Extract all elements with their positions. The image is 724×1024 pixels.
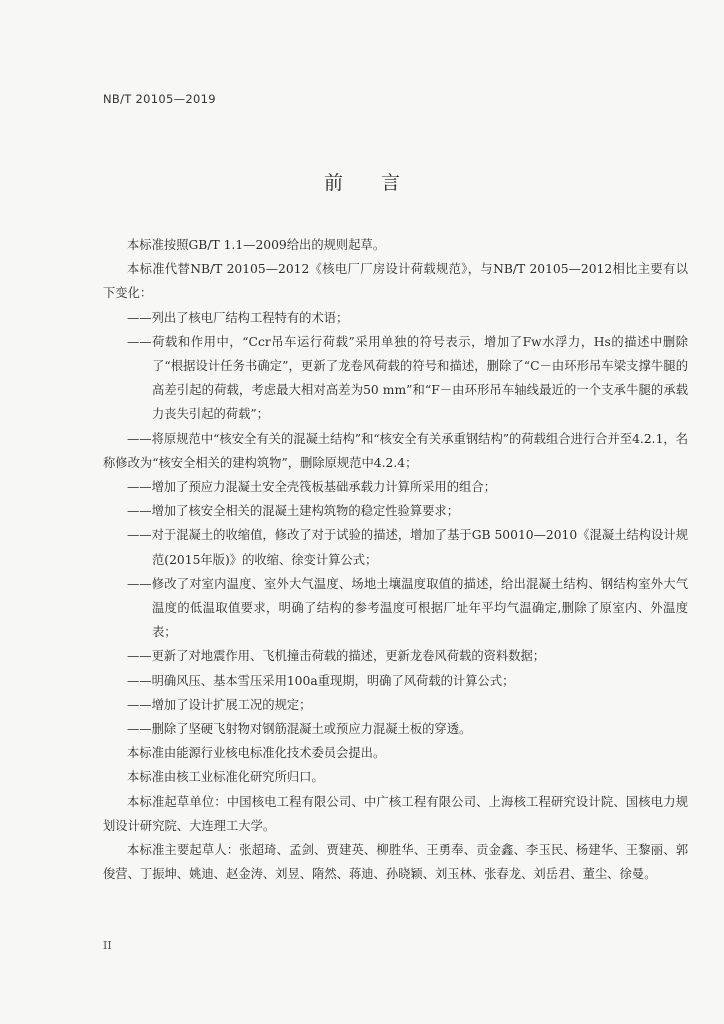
change-item: ——增加了设计扩展工况的规定； [127,697,312,712]
paragraph: 本标准按照GB/T 1.1—2009给出的规则起草。 [127,238,386,252]
change-item: ——更新了对地震作用、飞机撞击荷载的描述，更新龙卷风荷载的资料数据； [127,649,546,664]
foreword-body [103,233,688,886]
paragraph: 本标准代替NB/T 20105—2012《核电厂厂房设计荷载规范》，与NB/T 20105—2012相比主要有以下变化： [103,262,688,301]
standard-code: NB/T 20105—2019 [103,92,216,106]
change-item: ——增加了核安全相关的混凝土建构筑物的稳定性验算要求； [127,504,460,519]
paragraph: 本标准由能源行业核电标准化技术委员会提出。 [127,746,386,761]
paragraph: 本标准由核工业标准化研究所归口。 [127,770,324,785]
change-item: ——明确风压、基本雪压采用100a重现期，明确了风荷载的计算公式； [127,673,515,688]
paragraph: 本标准起草单位：中国核电工程有限公司、中广核工程有限公司、上海核工程研究设计院、国核电力规划设计研究院、大连理工大学。 [103,794,688,833]
page-title: 前言 [323,172,438,194]
paragraph: 本标准主要起草人：张超琦、孟剑、贾建英、柳胜华、王勇奉、贡金鑫、李玉民、杨建华、王黎丽、郭俊营、丁振坤、姚迪、赵金涛、刘昱、隋然、蒋迪、孙晓颖、刘玉林、张春龙、刘岳君、董尘、徐曼。 [103,843,688,882]
change-item: ——列出了核电厂结构工程特有的术语； [127,310,349,325]
change-item: ——荷载和作用中，“Ccr吊车运行荷载”采用单独的符号表示，增加了Fw水浮力，Hs的描述中删除了“根据设计任务书确定”，更新了龙卷风荷载的符号和描述，删除了“C－由环形吊车梁支撑牛腿的高差引起的荷载，考虑最大相对高差为50 mm”和“F－由环形吊车轴线最近的一个支承牛腿的承载力丧失引起的荷载”； [127,334,688,422]
change-item: ——删除了坚硬飞射物对钢筋混凝土或预应力混凝土板的穿透。 [127,722,472,737]
change-item: ——增加了预应力混凝土安全壳筏板基础承载力计算所采用的组合； [127,480,496,495]
change-item: ——修改了对室内温度、室外大气温度、场地土壤温度取值的描述，给出混凝土结构、钢结构室外大气温度的低温取值要求，明确了结构的参考温度可根据厂址年平均气温确定,删除了原室内、外温度表； [127,576,688,640]
change-item: ——将原规范中“核安全有关的混凝土结构”和“核安全有关承重钢结构”的荷载组合进行合并至4.2.1，名称修改为“核安全相关的建构筑物”，删除原规范中4.2.4； [103,431,688,470]
change-item: ——对于混凝土的收缩值，修改了对于试验的描述，增加了基于GB 50010—2010《混凝土结构设计规范(2015年版)》的收缩、徐变计算公式； [127,528,688,567]
page-number: II [103,939,112,952]
